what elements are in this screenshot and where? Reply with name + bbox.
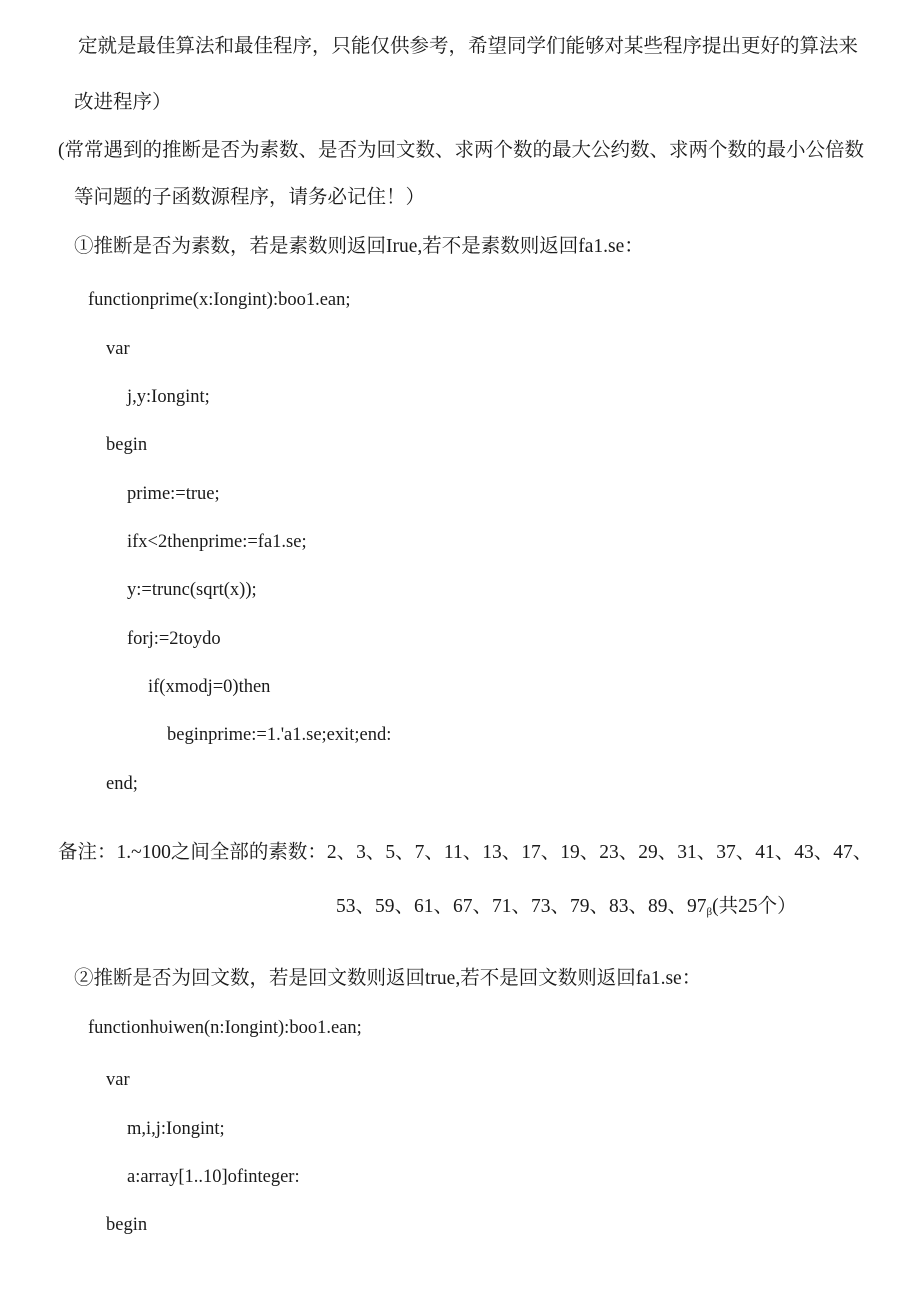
code-line: m,i,j:Iongint;	[127, 1119, 225, 1139]
code-line: end;	[106, 774, 138, 794]
code-line: var	[106, 1070, 130, 1090]
prime-count: (共25个）	[712, 896, 797, 917]
intro-line-2: 改进程序）	[74, 92, 172, 113]
code-line: var	[106, 339, 130, 359]
code-line: forj:=2toydo	[127, 629, 221, 649]
intro-line-1: 定就是最佳算法和最佳程序，只能仅供参考，希望同学们能够对某些程序提出更好的算法来	[78, 36, 859, 57]
section-1-heading: ①推断是否为素数，若是素数则返回Irue,若不是素数则返回fa1.se：	[74, 236, 644, 257]
code-line: prime:=true;	[127, 484, 220, 504]
remark-line-1: 备注：1.~100之间全部的素数：2、3、5、7、11、13、17、19、23、29、31、37、41、43、47、	[58, 842, 873, 863]
remark-line-2	[336, 897, 797, 918]
code-line: functionprime(x:Iongint):boo1.ean;	[88, 290, 351, 310]
code-line: functionhυiwen(n:Iongint):boo1.ean;	[88, 1018, 362, 1038]
code-line: if(xmodj=0)then	[148, 677, 271, 697]
note-line-1: (常常遇到的推断是否为素数、是否为回文数、求两个数的最大公约数、求两个数的最小公倍数	[58, 140, 864, 161]
code-line: begin	[106, 1215, 148, 1235]
code-line: a:array[1..10]ofinteger:	[127, 1167, 300, 1187]
note-line-2: 等问题的子函数源程序，请务必记住！）	[74, 187, 426, 208]
subscript-mark: β	[706, 906, 713, 918]
code-line: begin	[106, 435, 148, 455]
code-line: y:=trunc(sqrt(x));	[127, 580, 257, 600]
code-line: beginprime:=1.'a1.se;exit;end:	[167, 725, 392, 745]
prime-list-tail: 53、59、61、67、71、73、79、83、89、97	[336, 896, 707, 917]
code-line: j,y:Iongint;	[127, 387, 210, 407]
section-2-heading: ②推断是否为回文数，若是回文数则返回true,若不是回文数则返回fa1.se：	[74, 968, 702, 989]
code-line: ifx<2thenprime:=fa1.se;	[127, 532, 307, 552]
